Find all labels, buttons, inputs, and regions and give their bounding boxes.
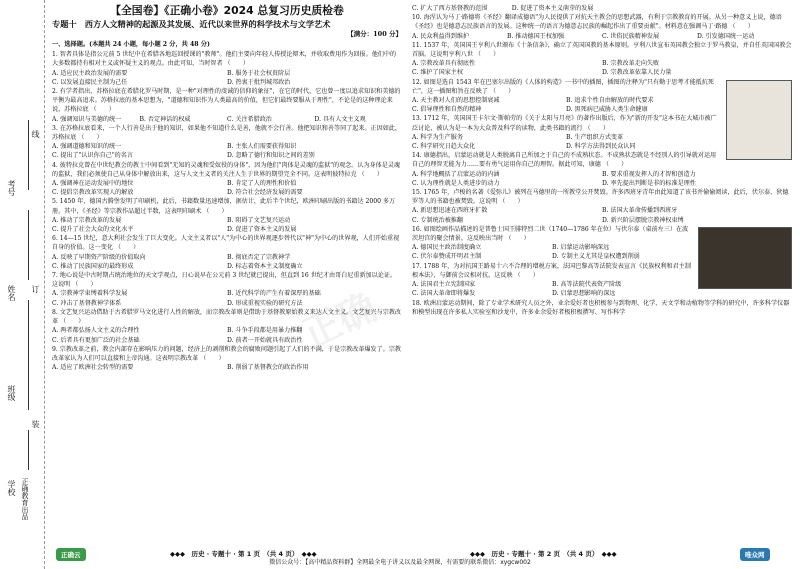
answer-option: A. 德国民主政治制度确立: [412, 244, 482, 252]
answer-option: B. 生产组织方式变革: [566, 133, 624, 141]
answer-option: B. 高等法院代表资产阶级: [552, 281, 622, 289]
binding-line-label: 线: [31, 130, 40, 138]
answer-option: D. 新兴阶层摆脱宗教神权束缚: [602, 216, 684, 224]
footer-notice: 微信公众号：【高中精品资料群】全网最全电子讲义以及最全网课，有需要的联系微信：xygcw002: [269, 559, 531, 566]
answer-option: B. 启蒙运动影响深远: [552, 244, 610, 252]
question-stem: 16. 如图绘画作品描述的是普鲁士国王腓特烈二世（1740—1786 年在位）与伏尔泰（桌前左三）在波茨坦宫的聚会情景。这反映出当时 （ ）: [412, 225, 689, 243]
answer-option: B. 宗教改革走向失败: [602, 60, 660, 68]
answer-option: D. 符合社会经济发展的需要: [227, 189, 303, 197]
answer-option: A. 宗教改革具有彻底性: [412, 60, 476, 68]
answer-option: A. 强调神在运动发展中的地位: [52, 180, 134, 188]
answer-option: C. 认为理性就是人类进步的动力: [412, 179, 500, 187]
answer-option: A. 适应民主政治发展的需要: [52, 69, 128, 77]
answer-option: D. 宗教改革依靠人民力量: [602, 69, 672, 77]
answer-option: B. 服务于社会权贵阶层: [227, 69, 291, 77]
answer-option: C. 冲击了基督教神学体系: [52, 299, 122, 307]
question-stem: 12. 如图是选自 1543 年在巴塞尔出版的《人体的构造》一书中的插图，插图的注释为"只有勤于思考才能抵抗死亡"，这一插图和旨在反映了 （ ）: [412, 78, 714, 95]
answer-option: B. 削弱了基督教会的政治作用: [227, 364, 309, 372]
option-list: [52, 216, 402, 234]
answer-option: C. 关注希腊政治: [227, 115, 272, 123]
option-list: [412, 32, 792, 41]
topic-subtitle: 专题十 西方人文精神的起源及其发展、近代以来世界的科学技术与文学艺术: [52, 19, 331, 29]
question-item: [52, 161, 402, 198]
question-stem: C. 扩大了西方基督教的范围 D. 促进了资本主义萌芽的发展: [412, 5, 594, 12]
answer-option: C. 维护了国家主权: [412, 69, 463, 77]
question-item: [412, 78, 792, 115]
answer-option: D. 标志着资本主义制度确立: [227, 262, 303, 270]
anatomy-skeleton-illustration: [726, 80, 792, 160]
answer-option: C. 提出了"认识你自己"的名言: [52, 152, 133, 160]
answer-option: C. 推动了民族国家的最终形成: [52, 262, 134, 270]
answer-option: B. 肯定了人的理性和价值: [227, 180, 297, 188]
sanssouci-gathering-painting: [698, 227, 792, 289]
question-item: [412, 13, 792, 41]
answer-option: C. 后者具有更加广泛的社会基础: [52, 336, 140, 344]
answer-option: B. 要求重视发挥人的才智和创造力: [602, 170, 696, 178]
answer-option: D. 科学方法得到民众认同: [566, 143, 636, 151]
question-stem: 17. 1788 年，为对抗国王路易十六不合理的增税方案，法国巴黎高等法院发表宣言《民族权利和君主制根本法》，与御前会议相对抗。这反映 （ ）: [412, 262, 691, 279]
option-list: [412, 96, 720, 114]
answer-option: A. 法国君主立宪制国家: [412, 281, 476, 289]
question-stem: 9. 宗教改革之前，教会内部存在影响压力的问题，经济上的剥削和教会的腐败问题引起了人们的不满，于是宗教改革爆发了。宗教改革家认为人们可以直接和上帝沟通。这表明宗教改革 （ ）: [52, 345, 402, 362]
answer-option: D. 具有人文主义观: [314, 115, 366, 123]
answer-option: A. 强调道德和知识的统一: [52, 143, 122, 151]
answer-option: C. 伏尔泰赞成开明君主制: [412, 253, 482, 261]
binding-line: [28, 120, 29, 190]
answer-option: B. 法国大革命传播到西班牙: [602, 207, 678, 215]
answer-option: D. 热衷于批判城邦政治: [227, 78, 291, 86]
answer-option: B. 推动德国王权加强: [507, 32, 565, 40]
option-list: [52, 142, 402, 160]
question-item: [52, 87, 402, 124]
answer-option: A. 天主教对人们的思想控制衰减: [412, 97, 500, 105]
answer-option: D. 黑死病已威胁人类生命健康: [566, 106, 648, 114]
answer-option: A. 新思想迅速在西班牙扩散: [412, 207, 488, 215]
question-stem: 5. 1450 年，德国古腾堡发明了印刷机，此后，书籍数量迅速增加，据估计，此后半个世纪，欧洲印刷出版的书籍达 2000 多万册。其中，《圣经》等宗教作品超过半数，这表明印刷术 （ ）: [52, 198, 396, 215]
question-stem: 4. 彼特拉克曾在中世纪教会的教士中间看到"无知的灵魂和受奴役的身体"，因为他们"肉体是灵魂的监狱"的观念。认为身体是灵魂的监狱，我们必须使自己从身体中解放出来，这与人文主义者的关注人生于世界的期望完全不同。这表明彼特拉克 （ ）: [52, 161, 401, 178]
answer-option: A. 强调知识与美德的统一: [52, 115, 122, 123]
binding-label-class: 班级: [7, 385, 16, 401]
question-stem: 10. 海涅认为马丁·路德将《圣经》翻译成德语"为人民提供了对抗天主教会的思想武器，有利于宗教教育的开展。从另一种意义上说，德语《圣经》也是德意志民族语言的发展。这种统一的语言为德意志民族的崛起作出了重要贡献"。材料意在强调马丁·路德 （ ）: [412, 14, 782, 31]
question-item: [52, 345, 402, 373]
answer-option: A. 反映了早期资产阶级的价值取向: [52, 253, 146, 261]
answer-option: C. 世俗民族精神发展: [602, 32, 660, 40]
logo-left: 正确云: [56, 548, 86, 561]
binding-label-school: 学校: [7, 480, 16, 496]
answer-option: A. 推动了宗教改革的发展: [52, 216, 122, 224]
question-item: [52, 50, 402, 87]
answer-option: C. 提升了社会大众的文化水平: [52, 226, 134, 234]
page-number-right: ◆◆◆ 历史 · 专题十 · 第 2 页 （共 4 页） ◆◆◆: [470, 550, 617, 558]
full-score: 【满分：100 分】: [347, 30, 402, 38]
answer-option: B. 主张人们需要获得知识: [227, 143, 297, 151]
answer-option: C. 倡导理性和自然的精神: [412, 106, 482, 114]
answer-option: D. 率先提出判断是非的标准是理性: [602, 179, 696, 187]
question-item: [52, 234, 402, 271]
question-item: [52, 124, 402, 161]
publisher-label: 正确教育出品: [21, 478, 29, 520]
section-heading: 一、选择题。(本题共 24 小题，每小题 2 分，共 48 分): [52, 41, 210, 48]
answer-option: D. 忽略了德行和知识之间的差别: [227, 152, 315, 160]
question-stem: 15. 1765 年，卢梭的名著《爱弥儿》被列在马德里的一所教堂公开焚毁。许多西班牙青年由此知道了该书并偷偷阅读，此后，伏尔泰、狄德罗等人的书籍也被焚毁。这说明 （ ）: [412, 189, 789, 206]
answer-option: B. 彻底否定了宗教神学: [227, 253, 291, 261]
option-list: [412, 59, 792, 77]
answer-option: C. 提倡宗教改革实现人的解放: [52, 189, 134, 197]
binding-label-exam-number: 考号: [7, 180, 16, 196]
option-list: [412, 133, 720, 151]
answer-option: C. 以发展直接民主制为己任: [52, 78, 128, 86]
answer-option: B. 近代科学的产生有着深厚的基础: [227, 290, 321, 298]
question-stem: 7. 地心说是中古时期占统治地位的天文学观点，日心说早在公元前 3 世纪就已提出，但直到 16 世纪才由哥白尼重新加以论证。这说明 （ ）: [52, 272, 397, 289]
question-stem: 8. 文艺复兴运动借助于古希腊罗马文化进行人性的解放，而宗教改革则是借助于基督教原始教义来达人文主义。文艺复兴与宗教改革 （ ）: [52, 308, 402, 326]
answer-option: B. 追求个性自由解放的时代要求: [566, 97, 654, 105]
answer-option: C. 法国大革命即将爆发: [412, 290, 476, 298]
question-item: [52, 197, 402, 234]
option-list: [52, 179, 402, 197]
option-list: [412, 280, 692, 298]
answer-option: B. 斗争手段都是用暴力推翻: [227, 327, 303, 335]
option-list: [52, 363, 402, 372]
binding-stitch-label: 订: [31, 285, 40, 293]
answer-option: D. 促进了资本主义的发展: [227, 226, 297, 234]
question-stem: 18. 欧洲启蒙运动期间，除了专业学术研究人员之外，业余爱好者也积极参与到物理、化学、天文学和动植物等学科的研究中，许多科学仪器和模型出现在许多私人实验室和沙龙中，许多业余爱好者极积极撰写、写作科学: [412, 299, 790, 316]
question-stem: 14. 康德指出，启蒙运动就是人类脱离自己所加之于自己的不成熟状态。不成熟状态就是不经别人的引导就对运用自己的理智无能为力……要有勇气运用你自己的理智。据此可知，康德 （ ）: [412, 152, 717, 169]
answer-option: D. 前者一开始就具有政治性: [227, 336, 303, 344]
option-list: [412, 206, 792, 224]
binding-margin: [0, 0, 45, 569]
question-stem: 2. 有学者指出，苏格拉底在希腊化罗马时期，是一种"对理性的虔诚的信仰的象征"，在它的时代，它也曾一度以追求知识和美德的平衡为最高追求。苏格拉底的基本思想为，"道德和知识作为人类最高的价值，但它们最终要服从于理性"，不论是的这种理论来说，苏格拉底 （ ）: [52, 88, 401, 114]
right-column: [412, 4, 792, 317]
binding-label-name: 姓名: [7, 285, 16, 301]
question-stem: 1. 智者具体是指公元前 5 世纪中在希腊各地巡回授课的"教师"。他们主要向年轻人传授论辩术，并收取费用作为回报。他们中的大多数都持有相对主义或怀疑主义的观点。由此可知，当时智者 （ ）: [52, 51, 397, 68]
question-item: [412, 41, 792, 78]
option-list: [52, 69, 402, 87]
question-item: [412, 188, 792, 225]
question-list-right: [412, 4, 792, 317]
option-list: [52, 253, 402, 271]
question-stem: 13. 1712 年，英国国王卡尔文·斯帕劳的《关于太阳与月亮》的著作出版后，作为"新的开发"这本书在大城市被广泛讨论，被认为是一本为大众普及科学的读物，此类书籍的流行 （ ）: [412, 115, 717, 132]
page-number-left: ◆◆◆ 历史 · 专题十 · 第 1 页 （共 4 页） ◆◆◆: [170, 550, 317, 558]
option-list: [412, 170, 792, 188]
option-list: [412, 243, 692, 261]
question-item: [412, 4, 792, 13]
question-stem: 6. 14—15 世纪，意大利社会发生了巨大变化。人文主义者以"人"为中心的世界观逐步替代以"神"为中心的世界观，人们开始重视自身的价值。这一变化 （ ）: [52, 235, 400, 252]
answer-option: D. 形成重视实验的研究方法: [227, 299, 303, 307]
exam-title: 【全国卷】《正确小卷》2024 总复习历史质检卷: [110, 4, 344, 17]
option-list: [52, 115, 402, 124]
answer-option: A. 宗教神学束缚着科学发展: [52, 290, 128, 298]
answer-option: D. 启蒙思想影响的深远: [552, 290, 616, 298]
binding-line: [28, 210, 29, 280]
answer-option: A. 民众利益得到维护: [412, 32, 470, 40]
question-item: [412, 299, 792, 317]
answer-option: A. 科学地概括了启蒙运动的内涵: [412, 170, 500, 178]
question-stem: 3. 在苏格拉底看来，一个人行善是出于他的知识，如果他不知道什么是善，他就不会行善。他把知识和善等同了起来。正因如此，苏格拉底 （ ）: [52, 124, 402, 142]
answer-option: D. 专制主义尤其是皇权遭到削弱: [552, 253, 640, 261]
answer-option: D. 引发德国统一运动: [697, 32, 755, 40]
question-stem: 11. 1537 年，英国国王亨利八世颁布《十条信条》，确立了英国国教的基本原则。亨利八世宣布英国教会独立于罗马教皇，并自任英国国教会首脑。这说明亨利八世 （ ）: [412, 41, 792, 59]
answer-option: C. 科学研究日趋大众化: [412, 143, 476, 151]
binding-bind-label: 装: [31, 420, 40, 428]
answer-option: A. 科学为生产服务: [412, 133, 463, 141]
binding-line: [28, 300, 29, 410]
answer-option: B. 阻碍了文艺复兴运动: [227, 216, 291, 224]
logo-right: 唯众网: [740, 548, 770, 561]
answer-option: A. 适应了欧洲社会转型的需要: [52, 364, 134, 372]
question-item: [412, 225, 792, 262]
answer-option: C. 专制统治被推翻: [412, 216, 463, 224]
answer-option: A. 两者都弘扬人文主义的合理性: [52, 327, 140, 335]
binding-line: [28, 430, 29, 470]
answer-option: B. 否定神话的权威: [139, 115, 191, 123]
watermark-logo: 正确: [295, 284, 384, 357]
